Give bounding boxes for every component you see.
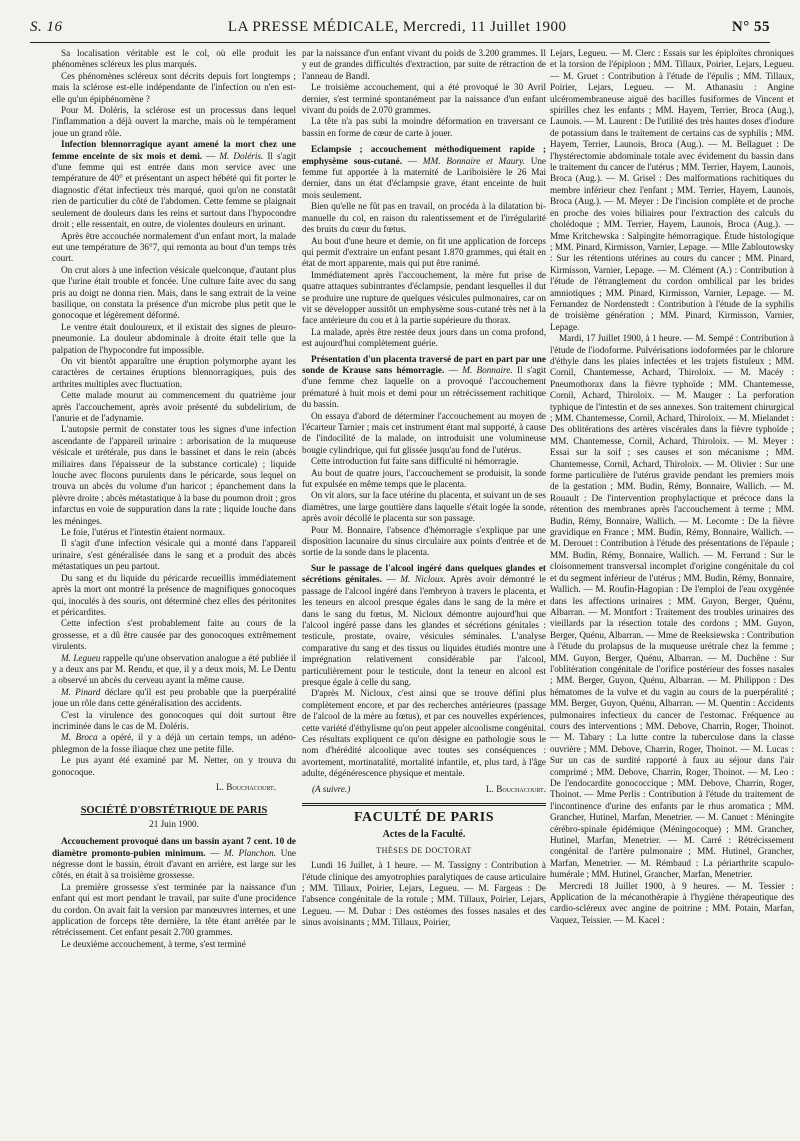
section-date: 21 Juin 1900. bbox=[149, 818, 199, 829]
paragraph bbox=[52, 732, 296, 755]
paragraph: Infection blennorragique ayant amené la mort chez une femme enceinte de six mois et demi. — M. Doléris. Il s'agit d'une femme qui est entrée dans mon service avec une température de 40° et présentant un aspect hébété qui fit porter le diagnostic d'état infectieux très marqué, quoi qu'on ne constatât rien de particulier du côté de l'abdomen. Cette femme se plaignait seulement de douleurs dans les reins et surtout dans l'hypocondre droit ; elle ressentait, en outre, de violentes douleurs en urinant. bbox=[52, 139, 296, 230]
paragraph: On essaya d'abord de déterminer l'accouchement au moyen de l'écarteur Tarnier ; mais cet instrument étant mal supporté, à cause de l'indocilité de la malade, on introduisit une volumineuse bougie cylindrique, qui fut glissée jusqu'au fond de l'utérus. bbox=[302, 410, 546, 455]
section-title: FACULTÉ DE PARIS bbox=[354, 810, 494, 825]
signature: L. Bouchacourt. bbox=[486, 783, 546, 794]
paragraph: On vit bientôt apparaître une éruption polymorphe ayant les caractères de certaines éruptions blennorragiques, puis des arthrites multiples avec fluctuation. bbox=[52, 355, 296, 389]
paragraph: Le ventre était douloureux, et il existait des signes de pleuro-pneumonie. La douleur abdominale à droite était telle que la palpation de l'hypocondre fut impossible. bbox=[52, 321, 296, 355]
column-1 bbox=[52, 48, 296, 1136]
author: M. Legueu bbox=[61, 652, 101, 663]
section-subtitle: Actes de la Faculté. bbox=[382, 829, 466, 841]
author: M. Bonnaire. bbox=[462, 364, 513, 375]
paragraph: On vit alors, sur la face utérine du placenta, et suivant un de ses diamètres, une large gouttière dans laquelle s'était logée la sonde, après avoir décollé le placenta sur son passage. bbox=[302, 490, 546, 524]
author: M. Pinard bbox=[61, 686, 101, 697]
paragraph: Bien qu'elle ne fût pas en travail, on procéda à la dilatation bi-manuelle du col, en raison du ralentissement et de l'irrégularité des bruits du cœur du fœtus. bbox=[302, 201, 546, 235]
paragraph: Pour M. Bonnaire, l'absence d'hémorragie s'explique par une disposition lacunaire du sinus circulaire aux points d'entrée et de sortie de la sonde dans le placenta. bbox=[302, 524, 546, 558]
paragraph: Eclampsie ; accouchement méthodiquement rapide ; emphysème sous-cutané. — MM. Bonnaire et Maury. Une femme fut apportée à la maternité de Lariboisière le 26 Mai dernier, dans un état d'éclampsie grave, étant enceinte de huit mois seulement. bbox=[302, 144, 546, 200]
paragraph: Le deuxième accouchement, à terme, s'est terminé bbox=[61, 938, 246, 949]
paragraph-text: Une femme fut apportée à la maternité de Lariboisière le 26 Mai dernier, dans un état d'éclampsie grave, étant enceinte de huit mois seulement. bbox=[302, 155, 546, 200]
section-subheading: THÈSES DE DOCTORAT bbox=[376, 845, 472, 855]
article-title: Eclampsie ; accouchement méthodiquement rapide ; emphysème sous-cutané. bbox=[302, 144, 546, 166]
column-2 bbox=[302, 48, 546, 1136]
paragraph-text: rappelle qu'une observation analogue a été publiée il y a deux ans par M. Rendu, et que, il y a deux mois, M. Le Dentu a observé un abcès du cerveau ayant la même cause. bbox=[52, 652, 296, 686]
article-title: Accouchement provoqué dans un bassin ayant 7 cent. 10 de diamètre promonto-pubien minimum. bbox=[52, 836, 296, 858]
paragraph: L'autopsie permit de constater tous les signes d'une infection ascendante de l'appareil urinaire : arborisation de la muqueuse vésicale et urétérale, pus dans le bassinet et dans le rein (abcès miliaires dans l'épaisseur de la substance corticale) ; liquide louche avec flocons purulents dans le péricarde, sous lequel on trouva un abcès du volume d'un haricot ; épanchement dans la plèvre droite ; abcès métastatique à la base du poumon droit ; gros infarctus en voie de suppuration dans la rate ; liquide louche dans les méninges. bbox=[52, 424, 296, 526]
paragraph: La première grossesse s'est terminée par la naissance d'un enfant qui est mort pendant le travail, par suite d'une procidence du cordon. On avait fait la version par manœuvres internes, et une application de forceps tête dernière, la tête étant arrêtée par le rétrécissement. Cet enfant pesait 2.700 grammes. bbox=[52, 881, 296, 938]
paragraph: C'est la virulence des gonocoques qui doit surtout être incriminée dans le cas de M. Doléris. bbox=[52, 709, 296, 731]
paragraph: Cette malade mourut au commencement du quatrième jour après l'accouchement, après avoir présenté du subdelirium, de l'anurie et de l'adynamie. bbox=[52, 390, 296, 423]
section-title: SOCIÉTÉ D'OBSTÉTRIQUE DE PARIS bbox=[80, 805, 268, 817]
paragraph-text: a opéré, il y a déjà un certain temps, un adéno-phlegmon de la fosse iliaque chez une petite fille. bbox=[52, 732, 296, 754]
paragraph-text: Il s'agit d'une femme qui est entrée dans mon service avec une température de 40° et présentant un aspect hébété qui fit porter le diagnostic d'état infectieux très marqué, quoi qu'on ne constatât rien de particulier du côté de l'abdomen. Cette femme se plaignait seulement de douleurs dans les reins et surtout dans l'hypocondre droit ; elle ressentait, en outre, de violentes douleurs en urinant. bbox=[52, 150, 296, 230]
journal-title: LA PRESSE MÉDICALE, Mercredi, 11 Juillet 1900 bbox=[227, 18, 567, 35]
paragraph: D'après M. Nicloux, c'est ainsi que se trouve défini plus complètement encore, et par des recherches antérieures (passage de l'alcool de la mère au fœtus), et par ces nouvelles expériences, cette variété d'éthylisme qu'on peut appeler alcoolisme congénital. Ces résultats expliquent ce qu'on désigne en pathologie sous le nom d'hérédité alcoolique avec toutes ses conséquences : avortement, mortinatalité, mortalité infantile, et, plus tard, à l'âge adulte, dégénérescence physique et mentale. bbox=[302, 688, 546, 779]
paragraph: Pour M. Doléris, la sclérose est un processus dans lequel l'inflammation a déjà ouvert la marche, mais où le tempérament joue un grand rôle. bbox=[52, 105, 296, 138]
article-title: Présentation d'un placenta traversé de part en part par une sonde de Krause sans hémorragie. bbox=[302, 353, 546, 375]
signature-row bbox=[302, 784, 546, 795]
article-title: Sur le passage de l'alcool ingéré dans quelques glandes et sécrétions génitales. bbox=[302, 562, 546, 585]
paragraph: Immédiatement après l'accouchement, la mère fut prise de quatre attaques subintrantes d'éclampsie, pendant lesquelles il dut se produire une rupture de quelques vésicules pulmonaires, car on vit se développer aussitôt un emphysème sous-cutané très net à la face antérieure du cou et à la partie supérieure du thorax. bbox=[302, 269, 546, 326]
paragraph: Il s'agit d'une infection vésicale qui a monté dans l'appareil urinaire, s'est généralisée dans le sang et a produit des abcès métastatiques un peu partout. bbox=[52, 538, 296, 572]
paragraph-text: Après avoir démontré le passage de l'alcool ingéré dans l'embryon à travers le placenta, et les teneurs en alcool presque égales dans le sang de la mère et dans le sang du fœtus, M. Nicloux démontre aujourd'hui que l'alcool ingéré passe dans les glandes et sécrétions génitales : testicule, prostate, ovaire, vésicules séminales. L'analyse comparative du sang et des tissus ou liquides étudiés montre une imprégnation relativement considérable par l'alcool, particulièrement pour le testicule, dont la teneur en alcool est presque égale à celle du sang. bbox=[302, 574, 546, 687]
paragraph-text: Il s'agit d'une femme chez laquelle on a provoqué l'accouchement prématuré à huit mois et demi pour un rétrécissement rachitique du bassin. bbox=[302, 364, 546, 410]
paragraph bbox=[52, 687, 296, 710]
page-number: S. 16 bbox=[30, 18, 63, 35]
column-3 bbox=[550, 48, 794, 1136]
paragraph: La malade, après être restée deux jours dans un coma profond, est aujourd'hui complètement guérie. bbox=[302, 326, 546, 349]
signature: L. Bouchacourt. bbox=[216, 782, 276, 792]
paragraph: Le pus ayant été examiné par M. Netter, on y trouva du gonocoque. bbox=[52, 755, 296, 777]
paragraph: Lejars, Legueu. — M. Clerc : Essais sur les épiploïtes chroniques et la torsion de l'épiploon ; MM. Tillaux, Poirier, Lejars, Legueu. — M. Gruet : Contribution à l'étude de l'épulis ; MM. Tillaux, Poirier, Lejars, Legueu. — M. Athanasiu : Angine ulcéromembraneuse aiguë des bacilles fusiformes de Vincent et spirilles chez les enfants ; MM. Hayem, Terrier, Broca (Aug.), Launois. — M. Laurent : De l'utilité des très hautes doses d'iodure de potassium dans le traitement de certains cas de syphilis ; MM. Hayem, Terrier, Launois, Broca (Aug.). — M. Bellaguet : De l'hystérectomie abdominale totale avec évidement du bassin dans le traitement du cancer de l'utérus ; MM. Terrier, Hayem, Launois, Broca (Aug.). — M. Grisel : Des malformations rachitiques du membre inférieur chez l'enfant ; MM. Terrier, Hayem, Launois, Broca (Aug.). — M. Meyer : De l'incision complète et de proche en proche des voies biliaires pour l'extraction des calculs du cholédoque ; MM. Terrier, Hayem, Launois, Broca (Aug.). — Mme Kritchewska : Salpingite hémorragique. Étude histologique ; MM. Pinard, Kirmisson, Varnier, Lepage. — Mlle Zabloutowsky : Sur les rétentions utérines au cours du cancer ; MM. Pinard, Kirmisson, Varnier, Lepage. — M. Clément (A.) : Contribution à l'étude de l'étranglement du cordon ombilical par les brides amniotiques ; MM. Pinard, Kirmisson, Varnier, Lepage. — M. Fernandez de Nordenstedt : Contribution à l'étude de la syphilis de troisième génération ; MM. Pinard, Kirmisson, Varnier, Lepage. bbox=[550, 48, 794, 332]
author: M. Broca bbox=[61, 732, 98, 743]
paragraph: Sa localisation véritable est le col, où elle produit les phénomènes scléreux les plus marqués. bbox=[52, 48, 296, 70]
paragraph: Présentation d'un placenta traversé de part en part par une sonde de Krause sans hémorragie. — M. Bonnaire. Il s'agit d'une femme chez laquelle on a provoqué l'accouchement prématuré à huit mois et demi pour un rétrécissement rachitique du bassin. bbox=[302, 353, 546, 410]
paragraph bbox=[52, 653, 296, 687]
paragraph: Après être accouchée normalement d'un enfant mort, la malade eut une température de 36°7, qui remonta au bout d'un temps très court. bbox=[52, 230, 296, 264]
paragraph: Cette introduction fut faite sans difficulté ni hémorragie. bbox=[311, 456, 519, 467]
section-divider bbox=[302, 803, 546, 806]
author: M. Doléris. bbox=[219, 150, 264, 161]
paragraph: La tête n'a pas subi la moindre déformation en traversant ce bassin en forme de cœur de carte à jouer. bbox=[302, 116, 546, 138]
paragraph-text: déclare qu'il est peu probable que la puerpéralité joue un rôle dans cette généralisation des accidents. bbox=[52, 686, 296, 709]
page-header bbox=[30, 14, 770, 40]
paragraph: Le troisième accouchement, qui a été provoqué le 30 Avril dernier, s'est terminé spontanément par la naissance d'un enfant vivant du poids de 2.070 grammes. bbox=[302, 82, 546, 116]
paragraph: Au bout de quatre jours, l'accouchement se produisit, la sonde fut expulsée en même temps que le placenta. bbox=[302, 467, 546, 490]
paragraph: Au bout d'une heure et demie, on fit une application de forceps qui permit d'extraire un enfant pesant 1.870 grammes, qui était en état de mort apparente, mais qui put être ranimé. bbox=[302, 235, 546, 269]
paragraph: On crut alors à une infection vésicale quelconque, d'autant plus que l'urine était trouble et foncée. Une culture faite avec du sang pris au doigt ne donna rien. Mais, dans le sang extrait de la veine basilique, on constata la présence d'un microbe plus petit que le gonocoque et légèrement déformé. bbox=[52, 264, 296, 321]
author: MM. Bonnaire et Maury. bbox=[422, 155, 525, 166]
paragraph: Du sang et du liquide du péricarde recueillis immédiatement après la mort ont montré la présence de magnifiques gonocoques qui, inoculés à des souris, ont déterminé chez elles des péritonites et péricardites. bbox=[52, 572, 296, 617]
paragraph: Mardi, 17 Juillet 1900, à 1 heure. — M. Sempé : Contribution à l'étude de l'iodoforme. Pulvérisations iodoformées par le chlorure d'éthyle dans les plaies infectées et les trajets fistuleux ; MM. Cornil, Chantemesse, Achard, Thiroloix. — M. Macéy : Pneumothorax dans la fièvre typhoïde ; MM. Chantemesse, Cornil, Achard, Thiroloix. — M. Mauger : La perforation typhique de l'intestin et de ses annexes. Son traitement chirurgical ; MM. Chantemesse, Cornil, Achard, Thiroloix. — M. Mielandet : Des oblitérations des artères viscérales dans la fièvre typhoïde ; MM. Chantemesse, Cornil, Achard, Thiroloix. — M. Meyer : Essai sur la soif ; ses causes et son mécanisme ; MM. Chantemesse, Cornil, Achard, Thiroloix. — M. Olivier : Sur une forme particulière de l'utérus gravide pendant les premiers mois de la gestation ; MM. Budin, Rémy, Bonnaire, Wallich. — M. Rouault : De l'intervention prophylactique et précoce dans la rétention des membranes après l'accouchement à terme ; MM. Budin, Rémy, Bonnaire, Wallich. — M. Lecomte : De la fièvre gravidique en France ; MM. Budin, Rémy, Bonnaire, Wallich. — M. Derouet : Contribution à l'étude des présentations de l'épaule ; MM. Budin, Rémy, Bonnaire, Wallich. — M. Ferrand : Sur le cloisonnement transversal incomplet d'origine congénitale du col et du segment inférieur de l'utérus ; MM. Budin, Rémy, Bonnaire, Wallich. — M. Roufin-Hagopian : De l'emploi de l'eau oxygénée dans les affections urinaires ; MM. Guyon, Berger, Quénu, Albarran. — M. Montfort : Traitement des troubles urinaires des vieillards par la résection totale des cordons ; MM. Guyon, Berger, Quénu, Albarran. — Mme de Reeksiewska : Contribution à l'étude du prolapsus de la muqueuse urétrale chez la femme ; MM. Guyon, Berger, Quénu, Albarran. — M. Duchêne : Sur l'oblitération congénitale de l'orifice postérieur des fosses nasales ; MM. Berger, Guyon, Quénu, Albarran. — M. Philippon : Des hématomes de la vulve et du vagin au cours de la puerpéralité ; MM. Berger, Guyon, Quénu, Albarran. — M. Quentin : Accidents pulmonaires infectieux du cancer de l'estomac. Fréquence au cours des interventions ; MM. Debove, Charrin, Roger, Thoinot. — M. Tabary : La lutte contre la tuberculose dans la classe ouvrière ; MM. Debove, Charrin, Roger, Thoinot. — M. Lucas : Sur un cas de surdité rapporté à faux au séjour dans l'air comprimé ; MM. Debove, Charrin, Roger, Thoinot. — M. Leo : De l'endocardite gonococcique ; MM. Debove, Charrin, Roger, Thoinot. — Mme Perlis : Contribution à l'étude du traitement de l'incontinence d'urine des enfants par le rhus aromatica ; MM. Grancher, Hutinel, Marfan, Menetrier. — M. Canuet : Méningite cérébro-spinale épidémique (Méningocoque) ; MM. Grancher, Hutinel, Marfan, Menetrier. — M. Carré : Rétrécissement congénital de l'artère pulmonaire ; MM. Hutinel, Grancher, Marfan, Menetrier. — M. Rémbaud : La périarthrite scapulo-humérale ; MM. Hutinel, Grancher, Marfan, Menetrier. bbox=[550, 333, 794, 880]
author: M. Nicloux. bbox=[400, 574, 446, 585]
article-title: Infection blennorragique ayant amené la mort chez une femme enceinte de six mois et demi. bbox=[52, 139, 296, 161]
author: M. Planchon. bbox=[224, 847, 277, 858]
paragraph-text: Une négresse dont le bassin, étroit d'avant en arrière, est large sur les côtés, en était à sa troisième grossesse. bbox=[52, 847, 296, 881]
paragraph: Ces phénomènes scléreux sont décrits depuis fort longtemps ; mais la sclérose est-elle indépendante de l'infection ou n'en est-elle qu'un épiphénomène ? bbox=[52, 70, 296, 104]
header-rule bbox=[30, 42, 770, 43]
continued-note: (A suivre.) bbox=[312, 783, 351, 794]
paragraph: Lundi 16 Juillet, à 1 heure. — M. Tassigny : Contribution à l'étude clinique des amyotrophies paralytiques de cause articulaire ; MM. Tillaux, Poirier, Lejars, Legueu. — M. Fargeas : De l'absence congénitale de la rotule ; MM. Tillaux, Poirier, Lejars, Legueu. — M. Dubar : Des ostéomes des fosses nasales et des sinus avoisinants ; MM. Tillaux, Poirier, bbox=[302, 860, 546, 928]
paragraph: Mercredi 18 Juillet 1900, à 9 heures. — M. Tessier : Application de la mécanothérapie à l'hygiène thérapeutique des cardio-scléreux avec angine de poitrine ; MM. Potain, Marfan, Vaquez, Teissier. — M. Kacel : bbox=[550, 880, 794, 925]
issue-number: N° 55 bbox=[731, 18, 770, 35]
paragraph: Cette infection s'est probablement faite au cours de la grossesse, et a dû être causée par des gonocoques extrêmement virulents. bbox=[52, 618, 296, 652]
paragraph: Sur le passage de l'alcool ingéré dans quelques glandes et sécrétions génitales. — M. Nicloux. Après avoir démontré le passage de l'alcool ingéré dans l'embryon à travers le placenta, et les teneurs en alcool presque égales dans le sang de la mère et dans le sang du fœtus, M. Nicloux démontre aujourd'hui que l'alcool ingéré passe dans les glandes et sécrétions génitales : testicule, prostate, ovaire, vésicules séminales. L'analyse comparative du sang et des tissus ou liquides étudiés montre une imprégnation relativement considérable par l'alcool, particulièrement pour le testicule, dont la teneur en alcool est presque égale à celle du sang. bbox=[302, 562, 546, 687]
paragraph: par la naissance d'un enfant vivant du poids de 3.200 grammes. Il y eut de grandes difficultés d'extraction, par suite de rétraction de l'anneau de Bandl. bbox=[302, 48, 546, 81]
paragraph: Le foie, l'utérus et l'intestin étaient normaux. bbox=[61, 527, 226, 538]
paragraph: Accouchement provoqué dans un bassin ayant 7 cent. 10 de diamètre promonto-pubien minimum. — M. Planchon. Une négresse dont le bassin, étroit d'avant en arrière, est large sur les côtés, en était à sa troisième grossesse. bbox=[52, 836, 296, 881]
